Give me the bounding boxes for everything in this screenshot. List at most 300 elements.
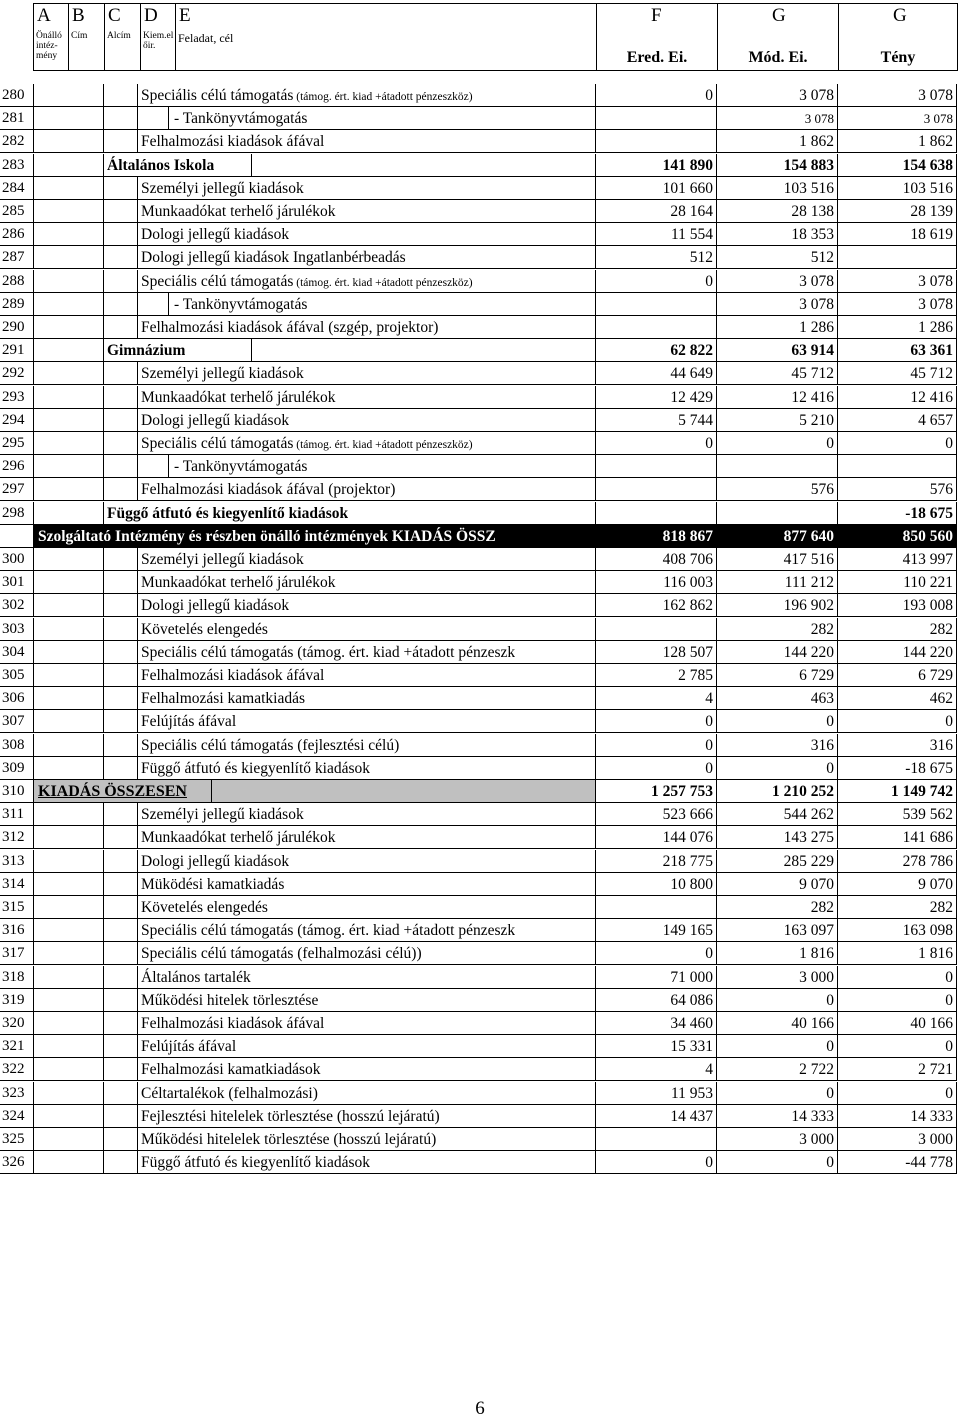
value-ered: 0 xyxy=(596,734,717,757)
table-row xyxy=(0,780,960,803)
row-number: 288 xyxy=(0,270,34,293)
cell-b xyxy=(104,223,138,246)
row-number: 326 xyxy=(0,1151,34,1174)
value-teny: 3 078 xyxy=(838,270,957,293)
row-number: 289 xyxy=(0,293,34,316)
value-teny: 0 xyxy=(838,989,957,1012)
value-teny: 3 000 xyxy=(838,1128,957,1151)
value-teny: 14 333 xyxy=(838,1105,957,1128)
row-number: 295 xyxy=(0,432,34,455)
cell-b xyxy=(104,455,138,478)
row-label xyxy=(174,293,307,316)
value-mod: 154 883 xyxy=(717,154,838,177)
value-teny: 539 562 xyxy=(838,803,957,826)
row-number: 311 xyxy=(0,803,34,826)
row-number: 282 xyxy=(0,130,34,153)
row-number: 290 xyxy=(0,316,34,339)
value-teny: -18 675 xyxy=(838,502,957,525)
table-row xyxy=(0,478,960,501)
value-ered: 28 164 xyxy=(596,200,717,223)
cell-b xyxy=(104,130,138,153)
table-row xyxy=(0,594,960,617)
row-number: 303 xyxy=(0,618,34,641)
row-label xyxy=(141,989,318,1012)
grand-total-fill xyxy=(212,780,596,803)
cell-b xyxy=(104,409,138,432)
col-label: Mód. Ei. xyxy=(748,49,808,66)
cell-a xyxy=(34,154,104,177)
row-label xyxy=(141,1105,440,1128)
table-row xyxy=(0,154,960,177)
value-ered xyxy=(596,478,717,501)
row-label xyxy=(141,478,395,501)
row-label xyxy=(141,200,336,223)
row-label xyxy=(141,246,406,269)
row-label-text: Munkaadókat terhelő járulékok xyxy=(141,829,336,847)
row-label-text: Személyi jellegű kiadások xyxy=(141,806,304,824)
value-ered xyxy=(596,293,717,316)
cell-a xyxy=(34,687,104,710)
value-ered: 218 775 xyxy=(596,850,717,873)
cell-a xyxy=(34,316,104,339)
col-header-g2 xyxy=(839,4,958,70)
row-label xyxy=(141,1012,324,1035)
table-row xyxy=(0,502,960,525)
cell-label xyxy=(138,989,596,1012)
cell-a xyxy=(34,989,104,1012)
table-row xyxy=(0,270,960,293)
cell-b xyxy=(104,177,138,200)
cell-label xyxy=(138,1105,596,1128)
total-label: Szolgáltató Intézmény és részben önálló intézmények KIADÁS ÖSSZ xyxy=(34,525,596,548)
table-row xyxy=(0,432,960,455)
value-ered: 44 649 xyxy=(596,362,717,385)
cell-a xyxy=(34,432,104,455)
row-label xyxy=(141,966,251,989)
value-ered: 15 331 xyxy=(596,1035,717,1058)
value-mod: 316 xyxy=(717,734,838,757)
row-number: 291 xyxy=(0,339,34,362)
col-header-b xyxy=(69,4,105,70)
indent-divider xyxy=(168,107,169,129)
value-mod: 282 xyxy=(717,618,838,641)
table-row xyxy=(0,200,960,223)
cell-b xyxy=(104,84,138,107)
table-row xyxy=(0,177,960,200)
row-label xyxy=(141,826,336,849)
row-label-text: - Tankönyvtámogatás xyxy=(174,458,308,476)
value-ered: 11 554 xyxy=(596,223,717,246)
row-label xyxy=(141,710,236,733)
col-letter: G xyxy=(772,5,786,26)
row-number: 285 xyxy=(0,200,34,223)
row-label xyxy=(141,362,304,385)
cell-a xyxy=(34,1128,104,1151)
row-number: 319 xyxy=(0,989,34,1012)
row-label xyxy=(141,84,473,107)
col-header-e xyxy=(176,4,597,70)
value-ered xyxy=(596,502,717,525)
table-row xyxy=(0,896,960,919)
cell-label xyxy=(138,710,596,733)
cell-a xyxy=(34,293,104,316)
cell-label xyxy=(138,1151,596,1174)
table-row xyxy=(0,919,960,942)
cell-b xyxy=(104,896,138,919)
row-number: 313 xyxy=(0,850,34,873)
row-number: 287 xyxy=(0,246,34,269)
row-label xyxy=(174,455,307,478)
table-row xyxy=(0,455,960,478)
row-number: 294 xyxy=(0,409,34,432)
cell-b xyxy=(104,710,138,733)
value-mod: 14 333 xyxy=(717,1105,838,1128)
table-row xyxy=(0,548,960,571)
page-number: 6 xyxy=(475,1398,485,1419)
cell-label xyxy=(138,618,596,641)
row-label xyxy=(141,409,289,432)
cell-a xyxy=(34,84,104,107)
cell-a xyxy=(34,734,104,757)
cell-a xyxy=(34,130,104,153)
row-label: Általános Iskola xyxy=(107,156,215,174)
row-label-text: Felhalmozási kiadások áfával (projektor) xyxy=(141,481,396,499)
table-row xyxy=(0,618,960,641)
row-label-text: Dologi jellegű kiadások Ingatlanbérbeadás xyxy=(141,249,406,267)
value-teny: 163 098 xyxy=(838,919,957,942)
cell-label xyxy=(104,502,596,525)
row-number: 323 xyxy=(0,1082,34,1105)
row-label xyxy=(141,618,268,641)
cell-a xyxy=(34,594,104,617)
value-ered: 818 867 xyxy=(596,525,717,548)
cell-b xyxy=(104,757,138,780)
cell-label xyxy=(138,896,596,919)
value-teny: 2 721 xyxy=(838,1058,957,1081)
cell-b xyxy=(104,1058,138,1081)
value-teny: 462 xyxy=(838,687,957,710)
value-teny: 6 729 xyxy=(838,664,957,687)
col-label: Önálló intéz-mény xyxy=(36,31,62,61)
row-label xyxy=(141,1035,236,1058)
col-letter: A xyxy=(37,5,51,26)
cell-a xyxy=(34,455,104,478)
value-mod: 3 000 xyxy=(717,966,838,989)
row-label-text: Speciális célú támogatás (fejlesztési célú) xyxy=(141,736,400,754)
value-mod: 3 000 xyxy=(717,1128,838,1151)
col-letter: G xyxy=(893,5,907,26)
value-ered: 14 437 xyxy=(596,1105,717,1128)
row-label xyxy=(141,641,515,664)
row-label-text: Fejlesztési hitelelek törlesztése (hosszú lejáratú) xyxy=(141,1107,440,1125)
value-mod: 0 xyxy=(717,1082,838,1105)
row-label xyxy=(141,919,515,942)
cell-a xyxy=(34,1035,104,1058)
row-label xyxy=(141,548,304,571)
cell-label xyxy=(138,478,596,501)
row-label-text: Dologi jellegű kiadások xyxy=(141,852,290,870)
value-mod xyxy=(717,502,838,525)
value-teny: 40 166 xyxy=(838,1012,957,1035)
cell-label xyxy=(138,966,596,989)
indent-divider xyxy=(168,455,169,477)
value-teny: 28 139 xyxy=(838,200,957,223)
col-label: Tény xyxy=(880,49,916,66)
value-teny: 103 516 xyxy=(838,177,957,200)
col-letter: E xyxy=(179,5,191,26)
col-header-a xyxy=(34,4,69,70)
row-number: 322 xyxy=(0,1058,34,1081)
row-label xyxy=(141,1058,321,1081)
col-letter: C xyxy=(108,5,121,26)
row-number: 298 xyxy=(0,502,34,525)
value-ered: 0 xyxy=(596,84,717,107)
cell-label xyxy=(138,270,596,293)
row-label-text: Speciális célú támogatás (támog. ért. kiad +átadott pénzeszk xyxy=(141,643,516,661)
row-number: 305 xyxy=(0,664,34,687)
row-label xyxy=(141,316,438,339)
table-row xyxy=(0,826,960,849)
row-label xyxy=(141,177,304,200)
value-ered: 1 257 753 xyxy=(596,780,717,803)
row-number: 283 xyxy=(0,154,34,177)
value-ered: 149 165 xyxy=(596,919,717,942)
row-label-text: Függő átfutó és kiegyenlítő kiadások xyxy=(141,1154,371,1172)
row-number: 314 xyxy=(0,873,34,896)
table-row xyxy=(0,989,960,1012)
row-label-text: Felhalmozási kiadások áfával xyxy=(141,1015,325,1032)
cell-label xyxy=(138,84,596,107)
value-teny: 316 xyxy=(838,734,957,757)
value-teny: 12 416 xyxy=(838,386,957,409)
value-ered xyxy=(596,130,717,153)
col-header-c xyxy=(105,4,141,70)
cell-label xyxy=(138,362,596,385)
cell-label xyxy=(138,942,596,965)
cell-a xyxy=(34,641,104,664)
cell-a xyxy=(34,270,104,293)
row-label xyxy=(141,942,422,965)
value-ered: 512 xyxy=(596,246,717,269)
row-label-text: Működési hitelek törlesztése xyxy=(141,991,319,1009)
value-mod: 9 070 xyxy=(717,873,838,896)
cell-label xyxy=(104,339,596,362)
cell-label xyxy=(138,641,596,664)
value-teny: 3 078 xyxy=(838,107,957,130)
cell-b xyxy=(104,200,138,223)
value-teny: 282 xyxy=(838,896,957,919)
value-mod: 877 640 xyxy=(717,525,838,548)
cell-label xyxy=(138,432,596,455)
cell-label xyxy=(138,293,596,316)
value-teny: 3 078 xyxy=(838,84,957,107)
row-label-text: Müködési kamatkiadás xyxy=(141,875,285,893)
row-label xyxy=(141,687,305,710)
cell-a xyxy=(34,223,104,246)
value-teny: 18 619 xyxy=(838,223,957,246)
value-mod: 103 516 xyxy=(717,177,838,200)
row-number: 293 xyxy=(0,386,34,409)
value-teny: 110 221 xyxy=(838,571,957,594)
row-label-text: Személyi jellegű kiadások xyxy=(141,365,304,383)
table-row xyxy=(0,803,960,826)
value-ered: 523 666 xyxy=(596,803,717,826)
cell-label xyxy=(138,571,596,594)
cell-a xyxy=(34,386,104,409)
table-row xyxy=(0,850,960,873)
table-row xyxy=(0,757,960,780)
row-label-text: Felújítás áfával xyxy=(141,713,237,731)
cell-b xyxy=(104,594,138,617)
row-label xyxy=(141,223,289,246)
row-label-text: - Tankönyvtámogatás xyxy=(174,110,308,128)
row-label-text: Felhalmozási kiadások áfával xyxy=(141,667,325,684)
row-label-text: Felhalmozási kiadások áfával xyxy=(141,133,325,151)
column-header xyxy=(33,3,958,71)
table-row xyxy=(0,734,960,757)
col-header-g xyxy=(718,4,839,70)
value-ered: 62 822 xyxy=(596,339,717,362)
value-ered: 0 xyxy=(596,270,717,293)
section-divider xyxy=(251,339,252,361)
value-teny: 1 149 742 xyxy=(838,780,957,803)
value-mod: 282 xyxy=(717,896,838,919)
row-number: 321 xyxy=(0,1035,34,1058)
value-ered: 0 xyxy=(596,757,717,780)
row-label-text: Speciális célú támogatás xyxy=(141,435,294,452)
value-teny: 1 862 xyxy=(838,130,957,153)
col-label: Cím xyxy=(71,31,88,41)
table-row xyxy=(0,386,960,409)
cell-a xyxy=(34,942,104,965)
table-row xyxy=(0,664,960,687)
value-teny: -18 675 xyxy=(838,757,957,780)
cell-b xyxy=(104,386,138,409)
value-ered: 141 890 xyxy=(596,154,717,177)
row-label-text: Céltartalékok (felhalmozási) xyxy=(141,1084,318,1102)
value-mod: 28 138 xyxy=(717,200,838,223)
cell-a xyxy=(34,710,104,733)
table-row xyxy=(0,339,960,362)
table-row xyxy=(0,1012,960,1035)
value-mod: 1 286 xyxy=(717,316,838,339)
row-number: 292 xyxy=(0,362,34,385)
col-header-f xyxy=(597,4,718,70)
cell-b xyxy=(104,1128,138,1151)
value-ered xyxy=(596,107,717,130)
table-row xyxy=(0,687,960,710)
row-label-text: Felhalmozási kamatkiadás xyxy=(141,690,305,708)
indent-divider xyxy=(168,293,169,315)
value-teny: 1 286 xyxy=(838,316,957,339)
value-mod: 40 166 xyxy=(717,1012,838,1035)
cell-b xyxy=(104,1151,138,1174)
row-number: 306 xyxy=(0,687,34,710)
cell-b xyxy=(104,246,138,269)
cell-label xyxy=(138,664,596,687)
row-label xyxy=(141,850,289,873)
value-ered: 162 862 xyxy=(596,594,717,617)
value-teny: 0 xyxy=(838,710,957,733)
cell-a xyxy=(34,919,104,942)
cell-a xyxy=(34,1012,104,1035)
value-teny: 282 xyxy=(838,618,957,641)
value-mod: 512 xyxy=(717,246,838,269)
cell-b xyxy=(104,734,138,757)
table-row xyxy=(0,1105,960,1128)
value-teny: 154 638 xyxy=(838,154,957,177)
row-number: 315 xyxy=(0,896,34,919)
cell-label xyxy=(138,594,596,617)
row-label-text: Felújítás áfával xyxy=(141,1038,237,1056)
cell-label xyxy=(138,177,596,200)
cell-a xyxy=(34,1105,104,1128)
cell-a xyxy=(34,409,104,432)
value-mod: 5 210 xyxy=(717,409,838,432)
row-number: 300 xyxy=(0,548,34,571)
value-mod: 3 078 xyxy=(717,84,838,107)
cell-label xyxy=(138,130,596,153)
value-teny: 144 220 xyxy=(838,641,957,664)
table-row xyxy=(0,1058,960,1081)
cell-a xyxy=(34,664,104,687)
cell-b xyxy=(104,107,138,130)
cell-b xyxy=(104,664,138,687)
cell-b xyxy=(104,618,138,641)
value-teny: 0 xyxy=(838,966,957,989)
row-label xyxy=(174,107,307,130)
value-teny: 413 997 xyxy=(838,548,957,571)
value-teny: 3 078 xyxy=(838,293,957,316)
cell-a xyxy=(34,850,104,873)
value-mod: 0 xyxy=(717,1151,838,1174)
cell-b xyxy=(104,432,138,455)
row-number: 281 xyxy=(0,107,34,130)
row-label: Gimnázium xyxy=(107,342,186,360)
cell-a xyxy=(34,571,104,594)
col-label: Alcím xyxy=(107,31,131,41)
value-mod: 3 078 xyxy=(717,270,838,293)
table-row xyxy=(0,1082,960,1105)
col-letter: F xyxy=(651,5,662,26)
cell-a xyxy=(34,246,104,269)
grand-total-label: KIADÁS ÖSSZESEN xyxy=(34,780,212,803)
value-ered: 116 003 xyxy=(596,571,717,594)
row-label xyxy=(141,757,370,780)
row-label-text: Felhalmozási kiadások áfával (szgép, projektor) xyxy=(141,319,439,336)
value-ered: 101 660 xyxy=(596,177,717,200)
cell-a xyxy=(34,339,104,362)
row-label xyxy=(141,130,324,153)
cell-b xyxy=(104,1105,138,1128)
value-mod: 285 229 xyxy=(717,850,838,873)
value-ered: 12 429 xyxy=(596,386,717,409)
row-label-text: Speciális célú támogatás (felhalmozási célú)) xyxy=(141,945,422,963)
value-mod: 111 212 xyxy=(717,571,838,594)
row-label xyxy=(141,873,284,896)
cell-b xyxy=(104,1082,138,1105)
value-teny: 4 657 xyxy=(838,409,957,432)
cell-b xyxy=(104,966,138,989)
cell-a xyxy=(34,896,104,919)
cell-a xyxy=(34,478,104,501)
cell-label xyxy=(138,803,596,826)
cell-b xyxy=(104,873,138,896)
row-label xyxy=(141,1082,318,1105)
row-label-text: Dologi jellegű kiadások xyxy=(141,226,290,244)
value-ered: 11 953 xyxy=(596,1082,717,1105)
cell-a xyxy=(34,1058,104,1081)
